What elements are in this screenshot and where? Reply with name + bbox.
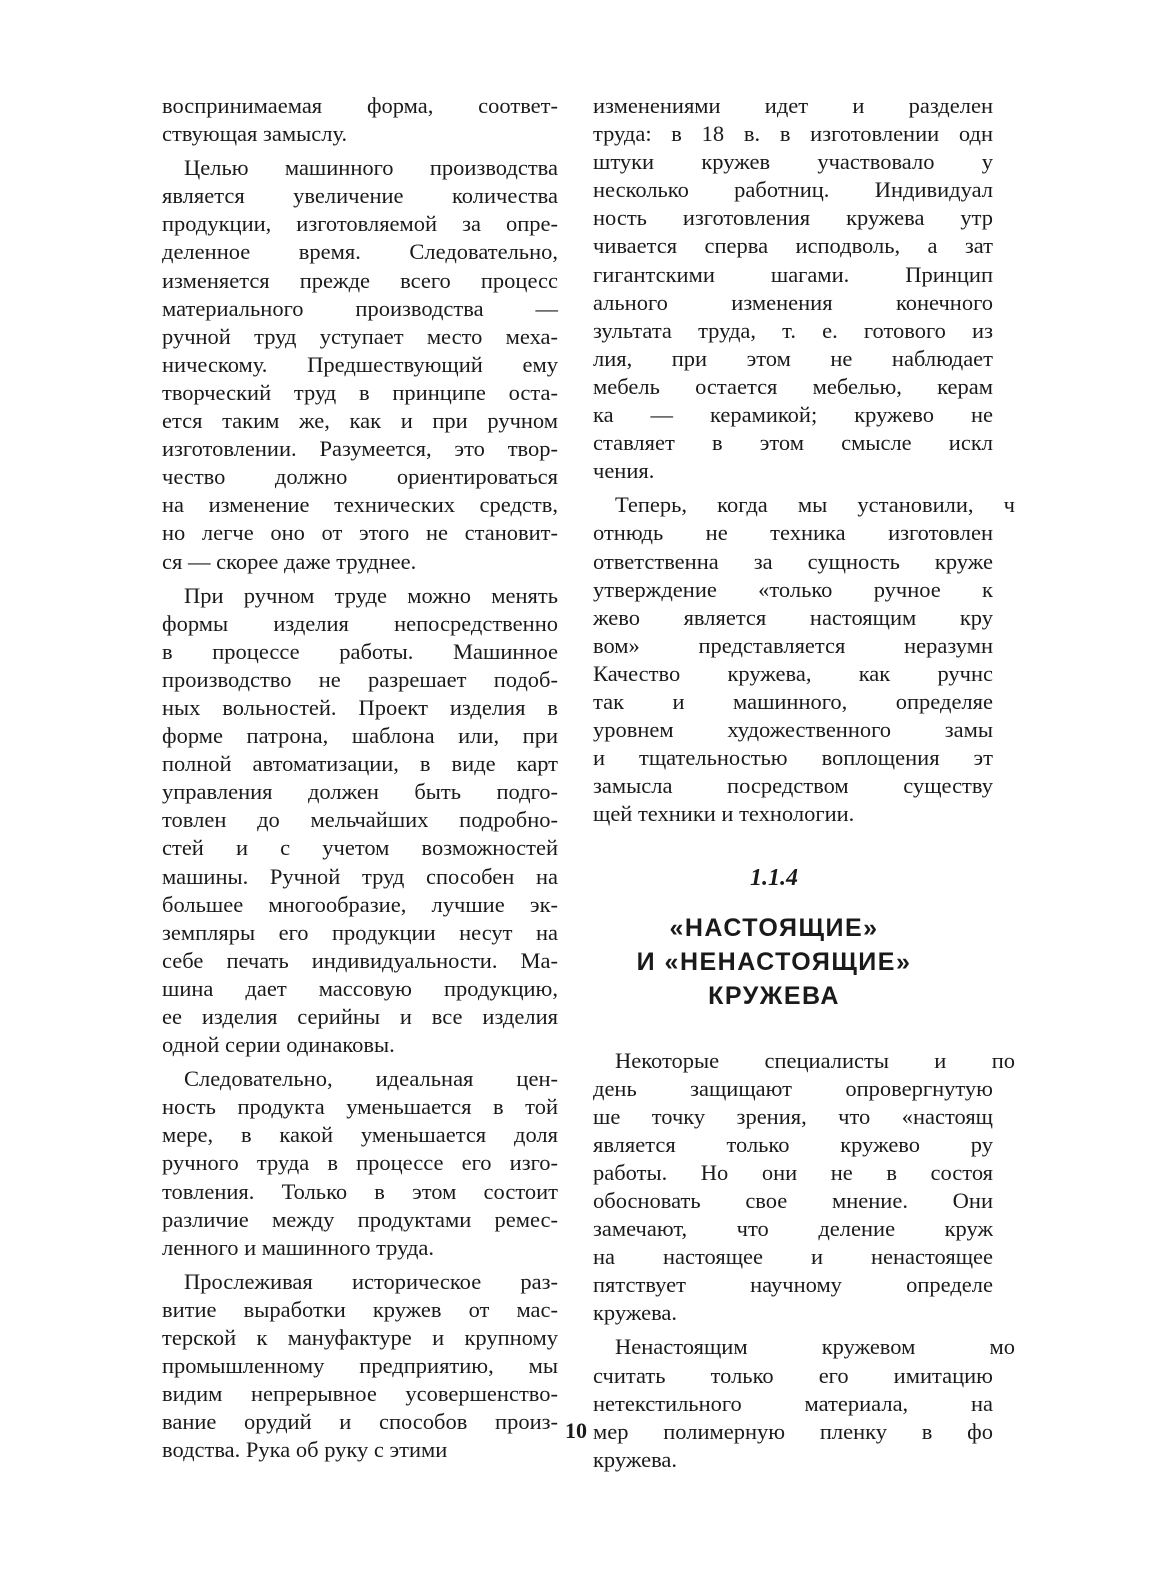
- text-line: ответственна за сущность круже: [593, 548, 993, 574]
- text-line: в процессе работы. Машинное: [162, 638, 558, 664]
- text-line: считать только его имитацию: [593, 1362, 993, 1388]
- text-line: Прослеживая историческое раз-: [184, 1268, 558, 1294]
- text-line: ся — скорее даже труднее.: [162, 548, 417, 574]
- text-line: работы. Но они не в состоя: [593, 1159, 993, 1185]
- text-line: большее многообразие, лучшие эк-: [162, 891, 558, 917]
- section-title-line-2: И «НЕНАСТОЯЩИЕ»: [636, 947, 912, 976]
- text-line: производство не разрешает подоб-: [162, 666, 558, 692]
- text-line: штуки кружев участвовало у: [593, 149, 993, 175]
- text-line: Целью машинного производства: [184, 155, 558, 181]
- text-line: обосновать свое мнение. Они: [593, 1188, 993, 1213]
- text-line: одной серии одинаковы.: [162, 1032, 395, 1058]
- text-line: форме патрона, шаблона или, при: [162, 723, 558, 749]
- text-line: ставляет в этом смысле искл: [593, 430, 993, 456]
- text-line: уровнем художественного замы: [593, 717, 993, 743]
- text-line: на изменение технических средств,: [162, 492, 558, 518]
- text-line: Качество кружева, как ручнс: [593, 660, 993, 686]
- text-line: утверждение «только ручное к: [593, 576, 993, 602]
- text-line: чество должно ориентироваться: [162, 464, 558, 490]
- text-line: материального производства —: [162, 295, 558, 321]
- text-line: полной автоматизации, в виде карт: [162, 751, 558, 777]
- paragraph: [162, 92, 558, 148]
- text-line: товлен до мельчайших подробно-: [162, 807, 558, 833]
- text-line: ных вольностей. Проект изделия в: [162, 694, 558, 720]
- text-line: так и машинного, определяе: [593, 688, 993, 714]
- text-line: управления должен быть подго-: [162, 779, 558, 805]
- text-line: кружева.: [593, 1300, 678, 1326]
- left-text-column: [162, 92, 558, 1465]
- text-line: мере, в какой уменьшается доля: [162, 1122, 558, 1148]
- text-line: водства. Рука об руку с этими: [162, 1437, 448, 1463]
- text-line: замысла посредством существу: [593, 773, 993, 799]
- text-line: Теперь, когда мы установили, ч: [615, 492, 1015, 518]
- text-line: зультата труда, т. е. готового из: [593, 317, 993, 343]
- text-line: вом» представляется неразумн: [593, 632, 993, 658]
- text-line: различие между продуктами ремес-: [162, 1206, 558, 1232]
- text-line: воспринимаемая форма, соответ-: [162, 93, 558, 118]
- text-line: деленное время. Следовательно,: [162, 239, 558, 265]
- paragraph: [593, 491, 1015, 828]
- text-line: несколько работниц. Индивидуал: [593, 177, 993, 203]
- text-line: ше точку зрения, что «настоящ: [593, 1103, 993, 1129]
- text-line: вание орудий и способов произ-: [162, 1409, 558, 1435]
- text-line: продукции, изготовляемой за опре-: [162, 211, 558, 237]
- text-line: ется таким же, как и при ручном: [162, 408, 558, 434]
- text-line: нетекстильного материала, на: [593, 1390, 993, 1416]
- text-line: ствующая замыслу.: [162, 121, 348, 147]
- text-line: земпляры его продукции несут на: [162, 919, 558, 945]
- text-line: отнюдь не техника изготовлен: [593, 520, 993, 546]
- text-line: терской к мануфактуре и крупному: [162, 1325, 558, 1351]
- text-line: Ненастоящим кружевом мо: [615, 1334, 1015, 1360]
- text-line: витие выработки кружев от мас-: [162, 1296, 558, 1322]
- text-line: но легче оно от этого не становит-: [162, 520, 558, 546]
- text-line: стей и с учетом возможностей: [162, 835, 558, 861]
- text-line: При ручном труде можно менять: [184, 582, 558, 608]
- section-number: 1.1.4: [750, 865, 798, 892]
- paragraph: [162, 154, 558, 575]
- text-line: кружева.: [593, 1446, 678, 1472]
- paragraph: [162, 1065, 558, 1262]
- section-title: [593, 911, 955, 1013]
- text-line: день защищают опровергнутую: [593, 1075, 993, 1101]
- text-line: является увеличение количества: [162, 183, 558, 209]
- text-line: чения.: [593, 458, 655, 484]
- text-line: жево является настоящим кру: [593, 604, 993, 630]
- text-line: является только кружево ру: [593, 1131, 993, 1157]
- section-title-line-3: КРУЖЕВА: [708, 981, 840, 1010]
- section-title-line-1: «НАСТОЯЩИЕ»: [669, 913, 879, 942]
- text-line: себе печать индивидуальности. Ма-: [162, 947, 558, 973]
- text-line: на настоящее и ненастоящее: [593, 1244, 993, 1270]
- text-line: ручной труд уступает место меха-: [162, 323, 558, 349]
- text-line: мер полимерную пленку в фо: [593, 1418, 993, 1444]
- paragraph: [593, 92, 993, 485]
- text-line: формы изделия непосредственно: [162, 610, 558, 636]
- paragraph: [593, 1047, 1015, 1328]
- text-line: ее изделия серийны и все изделия: [162, 1004, 558, 1029]
- text-line: чивается сперва исподволь, а зат: [593, 233, 993, 259]
- text-line: ность продукта уменьшается в той: [162, 1094, 558, 1120]
- text-line: изготовлении. Разумеется, это твор-: [162, 436, 558, 462]
- text-line: замечают, что деление круж: [593, 1216, 993, 1242]
- text-line: видим непрерывное усовершенство-: [162, 1381, 558, 1407]
- right-column-bottom-text: [593, 1047, 1015, 1474]
- text-line: изменяется прежде всего процесс: [162, 267, 558, 293]
- text-line: мебель остается мебелью, керам: [593, 373, 993, 399]
- text-line: щей техники и технологии.: [593, 801, 855, 827]
- text-line: пятствует научному определе: [593, 1272, 993, 1298]
- page-number: 10: [565, 1418, 587, 1443]
- paragraph: [162, 582, 558, 1060]
- paragraph: [593, 1333, 1015, 1473]
- text-line: ническому. Предшествующий ему: [162, 351, 558, 377]
- text-line: Некоторые специалисты и по: [615, 1047, 1015, 1073]
- text-line: творческий труд в принципе оста-: [162, 379, 558, 405]
- text-line: гигантскими шагами. Принцип: [593, 261, 993, 287]
- right-column-top-text: [593, 92, 1015, 828]
- text-line: труда: в 18 в. в изготовлении одн: [593, 121, 993, 147]
- text-line: Следовательно, идеальная цен-: [184, 1066, 558, 1092]
- text-line: ального изменения конечного: [593, 289, 993, 315]
- text-line: машины. Ручной труд способен на: [162, 863, 558, 889]
- text-line: ка — керамикой; кружево не: [593, 402, 993, 428]
- text-line: лия, при этом не наблюдает: [593, 345, 993, 371]
- text-line: шина дает массовую продукцию,: [162, 975, 558, 1001]
- text-line: товления. Только в этом состоит: [162, 1178, 558, 1204]
- text-line: ручного труда в процессе его изго-: [162, 1150, 558, 1176]
- text-line: изменениями идет и разделен: [593, 93, 993, 118]
- right-text-column: [593, 92, 1015, 1472]
- text-line: и тщательностью воплощения эт: [593, 745, 993, 771]
- text-line: промышленному предприятию, мы: [162, 1353, 558, 1379]
- text-line: ность изготовления кружева утр: [593, 205, 993, 231]
- paragraph: [162, 1268, 558, 1465]
- text-line: ленного и машинного труда.: [162, 1234, 435, 1260]
